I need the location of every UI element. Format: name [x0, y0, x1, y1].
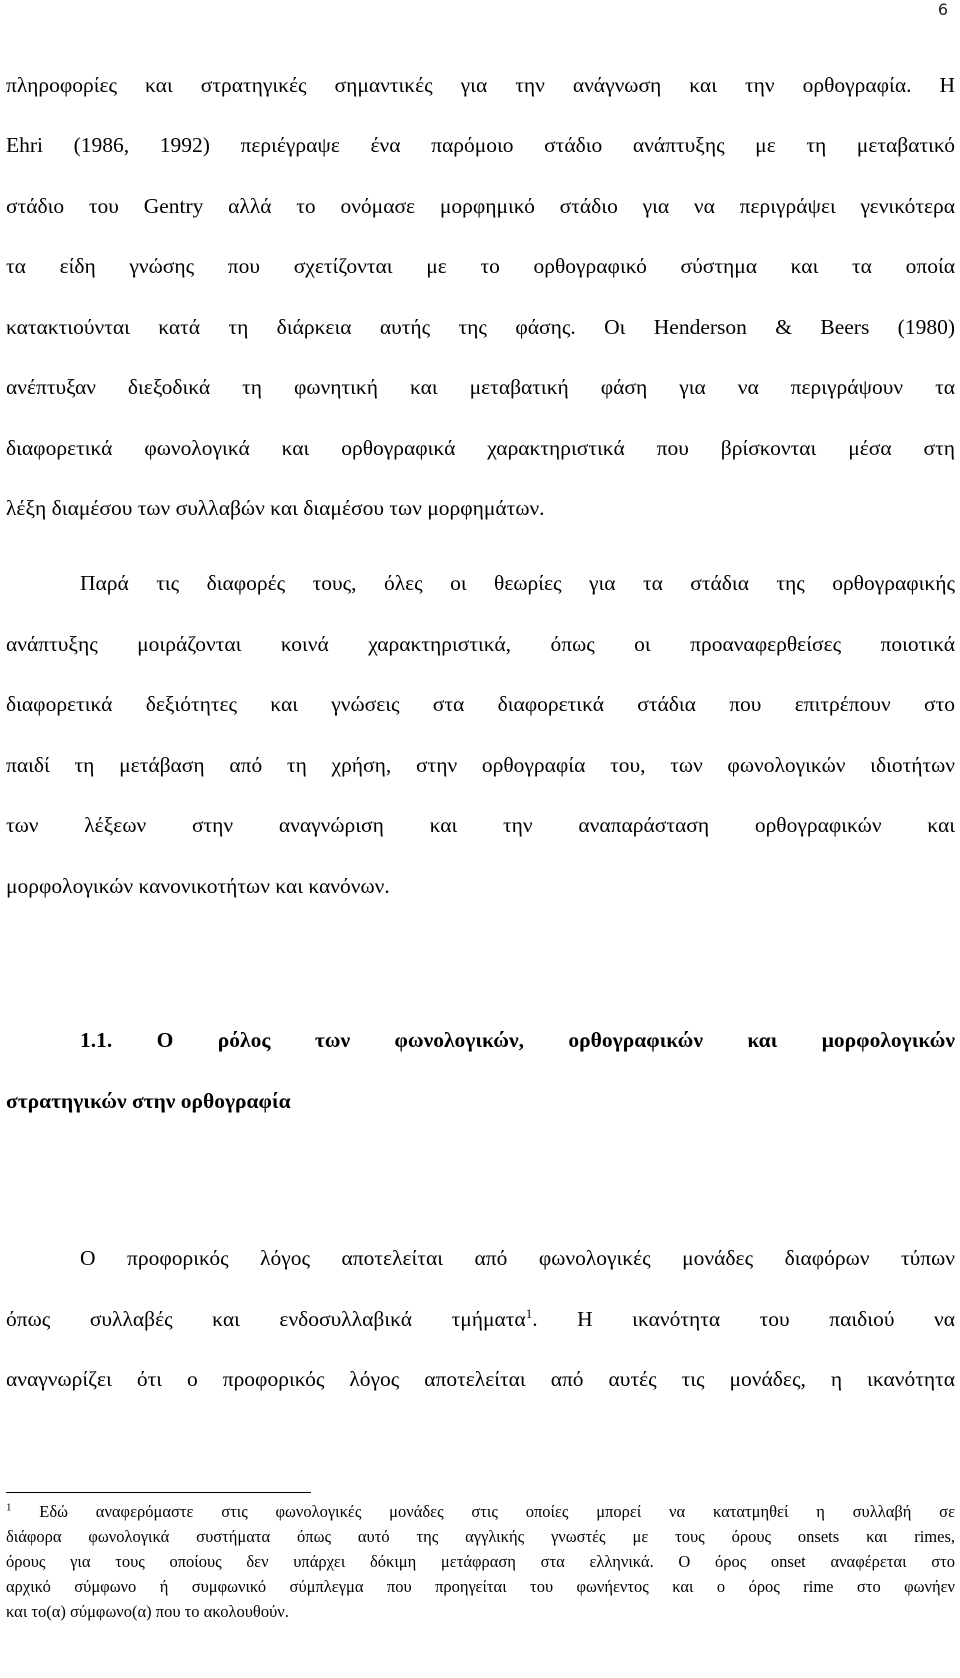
paragraph-line: Παρά τις διαφορές τους, όλες οι θεωρίες για τα στάδια της ορθογραφικής: [80, 571, 955, 595]
text-segment: . Η ικανότητα του παιδιού να: [532, 1307, 955, 1331]
paragraph-line: κατακτιούνται κατά τη διάρκεια αυτής της φάσης. Οι Henderson & Beers (1980): [6, 315, 955, 339]
paragraph-line: τα είδη γνώσης που σχετίζονται με το ορθογραφικό σύστημα και τα οποία: [6, 254, 955, 278]
paragraph-line: Ο προφορικός λόγος αποτελείται από φωνολογικές μονάδες διαφόρων τύπων: [80, 1246, 955, 1270]
paragraph-line: ανάπτυξης μοιράζονται κοινά χαρακτηριστικά, όπως οι προαναφερθείσες ποιοτικά: [6, 632, 955, 656]
footnote-text: Εδώ αναφερόμαστε στις φωνολογικές μονάδες στις οποίες μπορεί να κατατμηθεί η συλλαβή σε: [39, 1502, 955, 1521]
paragraph-line: λέξη διαμέσου των συλλαβών και διαμέσου των μορφημάτων.: [6, 496, 545, 520]
paragraph-line: διαφορετικά φωνολογικά και ορθογραφικά χαρακτηριστικά που βρίσκονται μέσα στη: [6, 436, 955, 460]
footnote-line: διάφορα φωνολογικά συστήματα όπως αυτό της αγγλικής γνωστές με τους όρους onsets και rimes,: [6, 1527, 955, 1546]
footnote-marker: 1: [6, 1501, 12, 1514]
paragraph-line: μορφολογικών κανονικοτήτων και κανόνων.: [6, 874, 390, 898]
footnote-reference[interactable]: 1: [525, 1305, 533, 1321]
paragraph-line: διαφορετικά δεξιότητες και γνώσεις στα διαφορετικά στάδια που επιτρέπουν στο: [6, 692, 955, 716]
footnote-separator: [6, 1492, 311, 1493]
footnote-line: αρχικό σύμφωνο ή συμφωνικό σύμπλεγμα που προηγείται του φωνήεντος και ο όρος rime στο φωνήεν: [6, 1577, 955, 1596]
footnote-line: και το(α) σύμφωνο(α) που το ακολουθούν.: [6, 1602, 289, 1621]
paragraph-line: Ehri (1986, 1992) περιέγραψε ένα παρόμοιο στάδιο ανάπτυξης με τη μεταβατικό: [6, 133, 955, 157]
paragraph-line: ανέπτυξαν διεξοδικά τη φωνητική και μεταβατική φάση για να περιγράψουν τα: [6, 375, 955, 399]
paragraph-line: πληροφορίες και στρατηγικές σημαντικές για την ανάγνωση και την ορθογραφία. Η: [6, 73, 955, 97]
paragraph-line: παιδί τη μετάβαση από τη χρήση, στην ορθογραφία του, των φωνολογικών ιδιοτήτων: [6, 753, 955, 777]
paragraph-line-with-footnote-ref: [6, 1306, 955, 1332]
paragraph-line: αναγνωρίζει ότι ο προφορικός λόγος αποτελείται από αυτές τις μονάδες, η ικανότητα: [6, 1367, 955, 1391]
paragraph-line: στάδιο του Gentry αλλά το ονόμασε μορφημικό στάδιο για να περιγράψει γενικότερα: [6, 194, 955, 218]
text-segment: όπως συλλαβές και ενδοσυλλαβικά τμήματα: [6, 1307, 526, 1331]
section-heading: 1.1. Ο ρόλος των φωνολογικών, ορθογραφικών και μορφολογικών: [80, 1028, 955, 1052]
footnote-line: όρους για τους οποίους δεν υπάρχει δόκιμη μετάφραση στα ελληνικά. Ο όρος onset αναφέρεται στο: [6, 1552, 955, 1571]
page-number: 6: [937, 0, 948, 19]
footnote-line: [6, 1502, 955, 1522]
section-heading-continued: στρατηγικών στην ορθογραφία: [6, 1089, 291, 1113]
paragraph-line: των λέξεων στην αναγνώριση και την αναπαράσταση ορθογραφικών και: [6, 813, 955, 837]
